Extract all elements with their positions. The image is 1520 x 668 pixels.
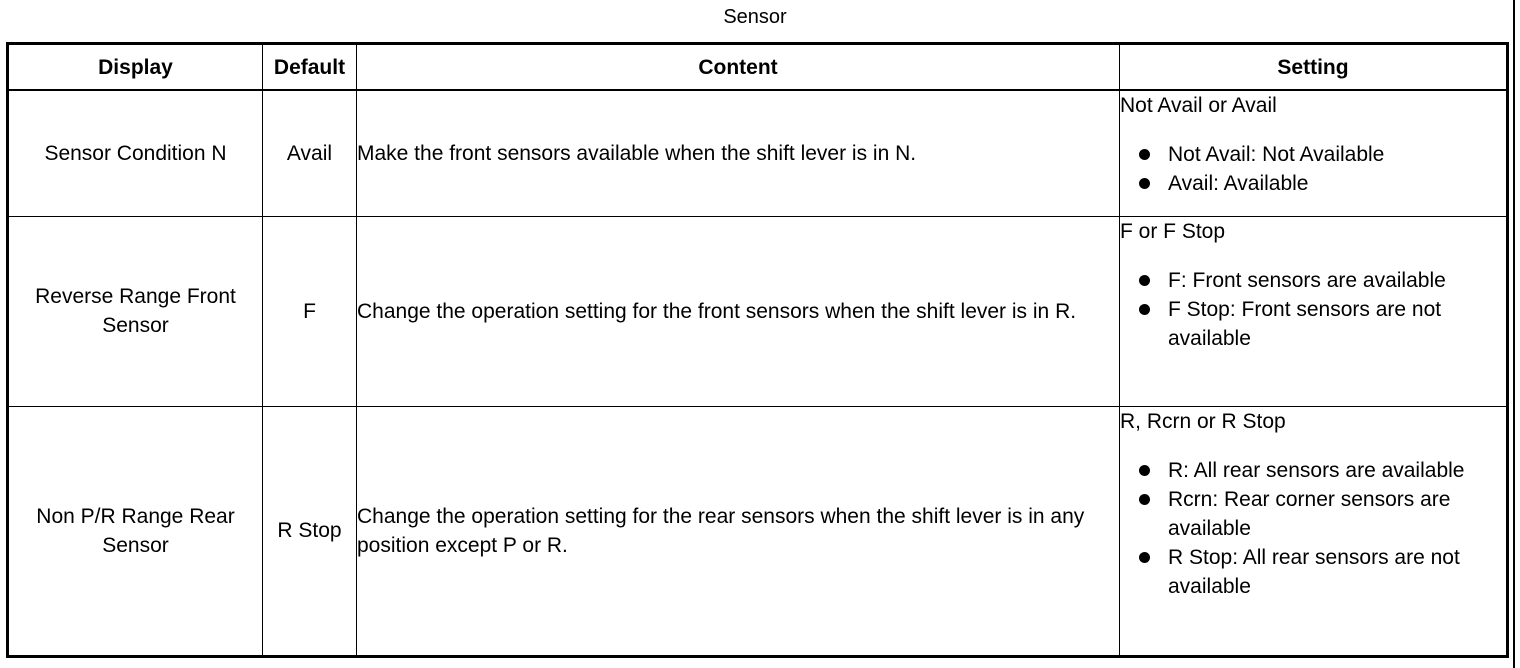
setting-option-text: R Stop: All rear sensors are not available (1168, 545, 1460, 598)
setting-option-text: Avail: Available (1168, 172, 1309, 195)
cell-default: R Stop (263, 406, 357, 656)
bullet-icon (1139, 304, 1150, 315)
cell-default: Avail (263, 90, 357, 216)
table-row (8, 406, 1508, 656)
sensor-settings-table (6, 42, 1509, 658)
cell-display: Non P/R Range Rear Sensor (8, 406, 263, 656)
header-row (8, 44, 1508, 91)
setting-option (1120, 295, 1506, 353)
setting-option-text: R: All rear sensors are available (1168, 458, 1465, 482)
header-display: Display (8, 44, 263, 91)
setting-heading: Not Avail or Avail (1120, 94, 1277, 117)
cell-content: Change the operation setting for the front sensors when the shift lever is in R. (357, 216, 1120, 406)
bullet-icon (1139, 149, 1150, 160)
setting-heading: F or F Stop (1120, 219, 1226, 243)
table-row (8, 216, 1508, 406)
setting-option-text: F: Front sensors are available (1168, 268, 1446, 292)
table-row (8, 90, 1508, 216)
bullet-icon (1139, 552, 1150, 563)
bullet-icon (1139, 178, 1150, 189)
bullet-icon (1139, 465, 1150, 476)
setting-option (1120, 169, 1506, 198)
cell-setting (1120, 90, 1508, 216)
setting-option-text: F Stop: Front sensors are not available (1168, 297, 1442, 350)
header-content: Content (357, 44, 1120, 91)
cell-content: Make the front sensors available when the shift lever is in N. (357, 90, 1120, 216)
header-setting: Setting (1120, 44, 1508, 91)
cell-default: F (263, 216, 357, 406)
setting-options (1120, 140, 1506, 198)
cell-display: Reverse Range Front Sensor (8, 216, 263, 406)
table-caption: Sensor (723, 6, 787, 28)
cell-setting (1120, 216, 1508, 406)
setting-option-text: Rcrn: Rear corner sensors are available (1168, 487, 1451, 540)
setting-heading: R, Rcrn or R Stop (1120, 409, 1286, 433)
cell-setting (1120, 406, 1508, 656)
header-default: Default (263, 44, 357, 91)
page-right-rule (1513, 0, 1515, 668)
setting-option-text: Not Avail: Not Available (1168, 143, 1385, 166)
setting-options (1120, 266, 1506, 353)
cell-content: Change the operation setting for the rear sensors when the shift lever is in any position except P or R. (357, 406, 1120, 656)
setting-option (1120, 140, 1506, 169)
setting-option (1120, 543, 1506, 601)
bullet-icon (1139, 494, 1150, 505)
setting-option (1120, 456, 1506, 485)
cell-display: Sensor Condition N (8, 90, 263, 216)
setting-options (1120, 456, 1506, 601)
setting-option (1120, 266, 1506, 295)
setting-option (1120, 485, 1506, 543)
bullet-icon (1139, 275, 1150, 286)
